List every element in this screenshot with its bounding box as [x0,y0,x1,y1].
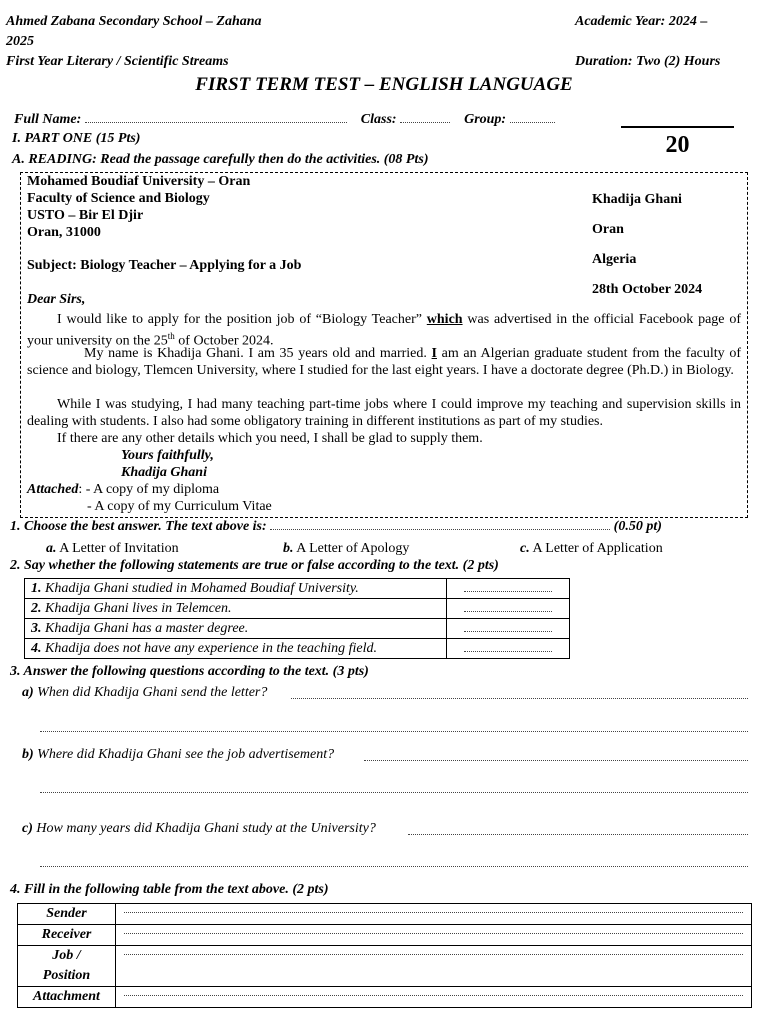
statement: 4. Khadija does not have any experience in the teaching field. [25,639,447,659]
answer-cell[interactable] [447,639,570,659]
address-line: Faculty of Science and Biology [27,191,210,206]
table-row [18,925,752,946]
signature-name: Khadija Ghani [121,465,207,480]
statement: 3. Khadija Ghani has a master degree. [25,619,447,639]
question-3c: c) How many years did Khadija Ghani study at the University? [22,821,376,836]
row-label-attachment: Attachment [18,987,116,1008]
academic-year: Academic Year: 2024 – [575,14,708,29]
test-title: FIRST TERM TEST – ENGLISH LANGUAGE [195,74,573,95]
part-one-heading: I. PART ONE (15 Pts) [12,131,141,146]
answer-line[interactable] [40,731,748,732]
address-line: Oran, 31000 [27,225,101,240]
attachment-item: - A copy of my Curriculum Vitae [87,499,272,514]
statement: 2. Khadija Ghani lives in Telemcen. [25,599,447,619]
answer-line[interactable] [364,760,748,761]
school-name: Ahmed Zabana Secondary School – Zahana [6,14,262,29]
letter-paragraph-4: If there are any other details which you need, I shall be glad to supply them. [57,431,483,446]
score-total: 20 [665,132,690,158]
group-label: Group: [464,112,507,127]
school-header [6,12,306,72]
attachment-cell[interactable] [116,987,752,1008]
sender-address [592,185,702,305]
letter-subject: Subject: Biology Teacher – Applying for a Job [27,258,302,273]
question-1-points: (0.50 pt) [613,519,662,534]
group-field[interactable] [510,112,555,123]
closing-phrase: Yours faithfully, [121,448,214,463]
answer-cell[interactable] [447,619,570,639]
question-2-prompt: 2. Say whether the following statements are true or false according to the text. (2 pts) [10,558,499,573]
exam-info [575,12,765,72]
answer-cell[interactable] [447,599,570,619]
row-label-job-position: Job / Position [18,946,116,987]
letter-closing [121,447,214,481]
underlined-i: I [431,346,437,361]
answer-line[interactable] [291,698,748,699]
student-info-line [14,112,555,128]
table-row [18,987,752,1008]
question-4-prompt: 4. Fill in the following table from the text above. (2 pts) [10,882,329,897]
table-row [25,619,570,639]
question-1 [10,519,662,535]
question-3b: b) Where did Khadija Ghani see the job advertisement? [22,747,335,762]
attachment-item: : - A copy of my diploma [78,482,220,497]
answer-cell[interactable] [447,579,570,599]
address-line: USTO – Bir El Djir [27,208,144,223]
table-row [25,599,570,619]
answer-line[interactable] [408,834,748,835]
answer-line[interactable] [40,792,748,793]
class-field[interactable] [400,112,450,123]
class-label: Class: [360,112,397,127]
receiver-cell[interactable] [116,925,752,946]
answer-line[interactable] [40,866,748,867]
table-row [25,579,570,599]
salutation: Dear Sirs, [27,292,86,307]
job-position-cell[interactable] [116,946,752,987]
address-line: Mohamed Boudiaf University – Oran [27,174,251,189]
option-a[interactable]: a. A Letter of Invitation [46,541,179,556]
option-b[interactable]: b. A Letter of Apology [283,541,410,556]
table-row [18,946,752,987]
address-line: Oran [592,222,624,237]
fill-in-table [17,903,752,1008]
true-false-table [24,578,570,659]
row-label-receiver: Receiver [18,925,116,946]
option-c[interactable]: c. A Letter of Application [520,541,663,556]
statement: 1. Khadija Ghani studied in Mohamed Boudiaf University. [25,579,447,599]
full-name-field[interactable] [85,112,347,123]
attached-label: Attached [27,482,79,497]
underlined-which: which [426,312,463,327]
address-line: Algeria [592,252,637,267]
duration: Duration: Two (2) Hours [575,54,721,69]
letter-paragraph-2: My name is Khadija Ghani. I am 35 years old and married. I am an Algerian graduate student from the faculty of science and biology, Tlemcen University, where I studied for the last eight years. I have a doctorate degree (Ph.D.) in Biology. [27,346,741,378]
letter-paragraph-1: I would like to apply for the position job of “Biology Teacher” which was advertised in the official Facebook page of your university on the 25th of October 2024. [27,312,741,349]
question-1-prompt: 1. Choose the best answer. The text above is: [10,519,267,534]
sender-cell[interactable] [116,904,752,925]
streams: First Year Literary / Scientific Streams [6,54,229,69]
attachments [27,481,272,515]
answer-field[interactable] [270,519,610,530]
question-3-prompt: 3. Answer the following questions according to the text. (3 pts) [10,664,369,679]
letter-paragraph-3: While I was studying, I had many teaching part-time jobs where I could improve my teaching and supervision skills in dealing with students. I also had some obligatory training in different institutions as part of my studies. [27,397,741,429]
recipient-address [27,173,250,241]
address-line: Khadija Ghani [592,192,682,207]
row-label-sender: Sender [18,904,116,925]
table-row [25,639,570,659]
reading-heading: A. READING: Read the passage carefully then do the activities. (08 Pts) [12,152,429,167]
full-name-label: Full Name: [14,112,82,127]
score-divider [621,126,734,128]
table-row [18,904,752,925]
year-end: 2025 [6,34,34,49]
question-3a: a) When did Khadija Ghani send the letter? [22,685,268,700]
letter-date: 28th October 2024 [592,282,703,297]
